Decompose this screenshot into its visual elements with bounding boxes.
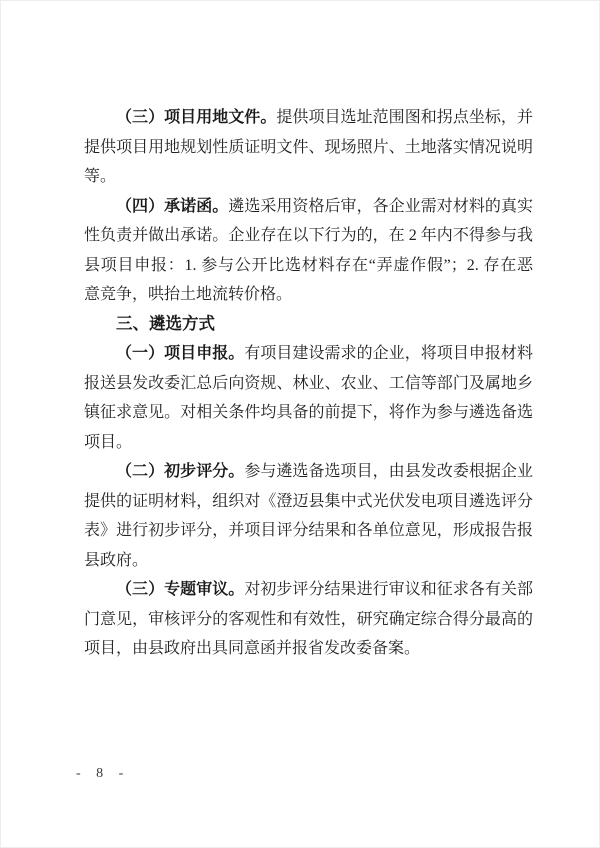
text-segment-emphasis: （三）专题审议。 — [116, 581, 245, 598]
text-line — [84, 398, 533, 428]
text-line — [84, 516, 533, 546]
text-line — [84, 192, 533, 222]
text-segment: 提供项目用地规划性质证明文件、现场照片、土地落实情况说明 — [84, 138, 533, 156]
text-segment: 有项目建设需求的企业，将项目申报材料 — [244, 345, 533, 362]
text-line — [84, 457, 533, 487]
text-segment-emphasis: （一）项目申报。 — [116, 345, 245, 362]
text-segment: 意竞争，哄抬土地流转价格。 — [84, 286, 293, 303]
text-segment: 项目。 — [84, 433, 133, 451]
text-segment: 参与遴选备选项目，由县发改委根据企业 — [244, 463, 533, 480]
text-line — [84, 634, 533, 664]
text-segment-emphasis: （三）项目用地文件。 — [116, 109, 277, 126]
text-line — [84, 546, 533, 576]
text-line — [84, 605, 533, 635]
text-segment: 县项目申报：1. 参与公开比选材料存在“弄虚作假”；2. 存在恶 — [84, 256, 533, 274]
page-number: - 8 - — [76, 766, 130, 781]
text-segment-emphasis: 三、遴选方式 — [116, 314, 215, 333]
text-block — [84, 103, 533, 664]
text-segment: 报送县发改委汇总后向资规、林业、农业、工信等部门及属地乡 — [84, 374, 533, 392]
text-line — [84, 133, 533, 163]
text-segment: 等。 — [84, 168, 117, 185]
text-line — [84, 280, 533, 310]
text-segment: 性负责并做出承诺。企业存在以下行为的，在 2 年内不得参与我 — [84, 227, 533, 244]
text-segment: 遴选采用资格后审，各企业需对材料的真实 — [228, 197, 533, 215]
text-segment: 项目，由县政府出具同意函并报省发改委备案。 — [84, 640, 421, 657]
text-segment: 门意见，审核评分的客观性和有效性，研究确定综合得分最高的 — [84, 610, 533, 628]
text-segment: 对初步评分结果进行审议和征求各有关部 — [244, 581, 533, 598]
section-heading — [84, 310, 533, 340]
text-line — [84, 162, 533, 192]
text-segment-emphasis: （四）承诺函。 — [116, 197, 229, 215]
text-segment: 表》进行初步评分，并项目评分结果和各单位意见，形成报告报 — [84, 522, 533, 539]
text-line — [84, 575, 533, 605]
text-line — [84, 251, 533, 281]
text-line — [84, 369, 533, 399]
text-line — [84, 487, 533, 517]
text-segment: 提供的证明材料，组织对《澄迈县集中式光伏发电项目遴选评分 — [84, 492, 533, 510]
text-line — [84, 428, 533, 458]
text-segment: 县政府。 — [84, 551, 149, 569]
text-line — [84, 103, 533, 133]
text-segment-emphasis: （二）初步评分。 — [116, 463, 245, 480]
text-line — [84, 221, 533, 251]
text-line — [84, 339, 533, 369]
text-segment: 提供项目选址范围图和拐点坐标，并 — [276, 109, 533, 126]
text-segment: 镇征求意见。对相关条件均具备的前提下，将作为参与遴选备选 — [84, 404, 533, 421]
